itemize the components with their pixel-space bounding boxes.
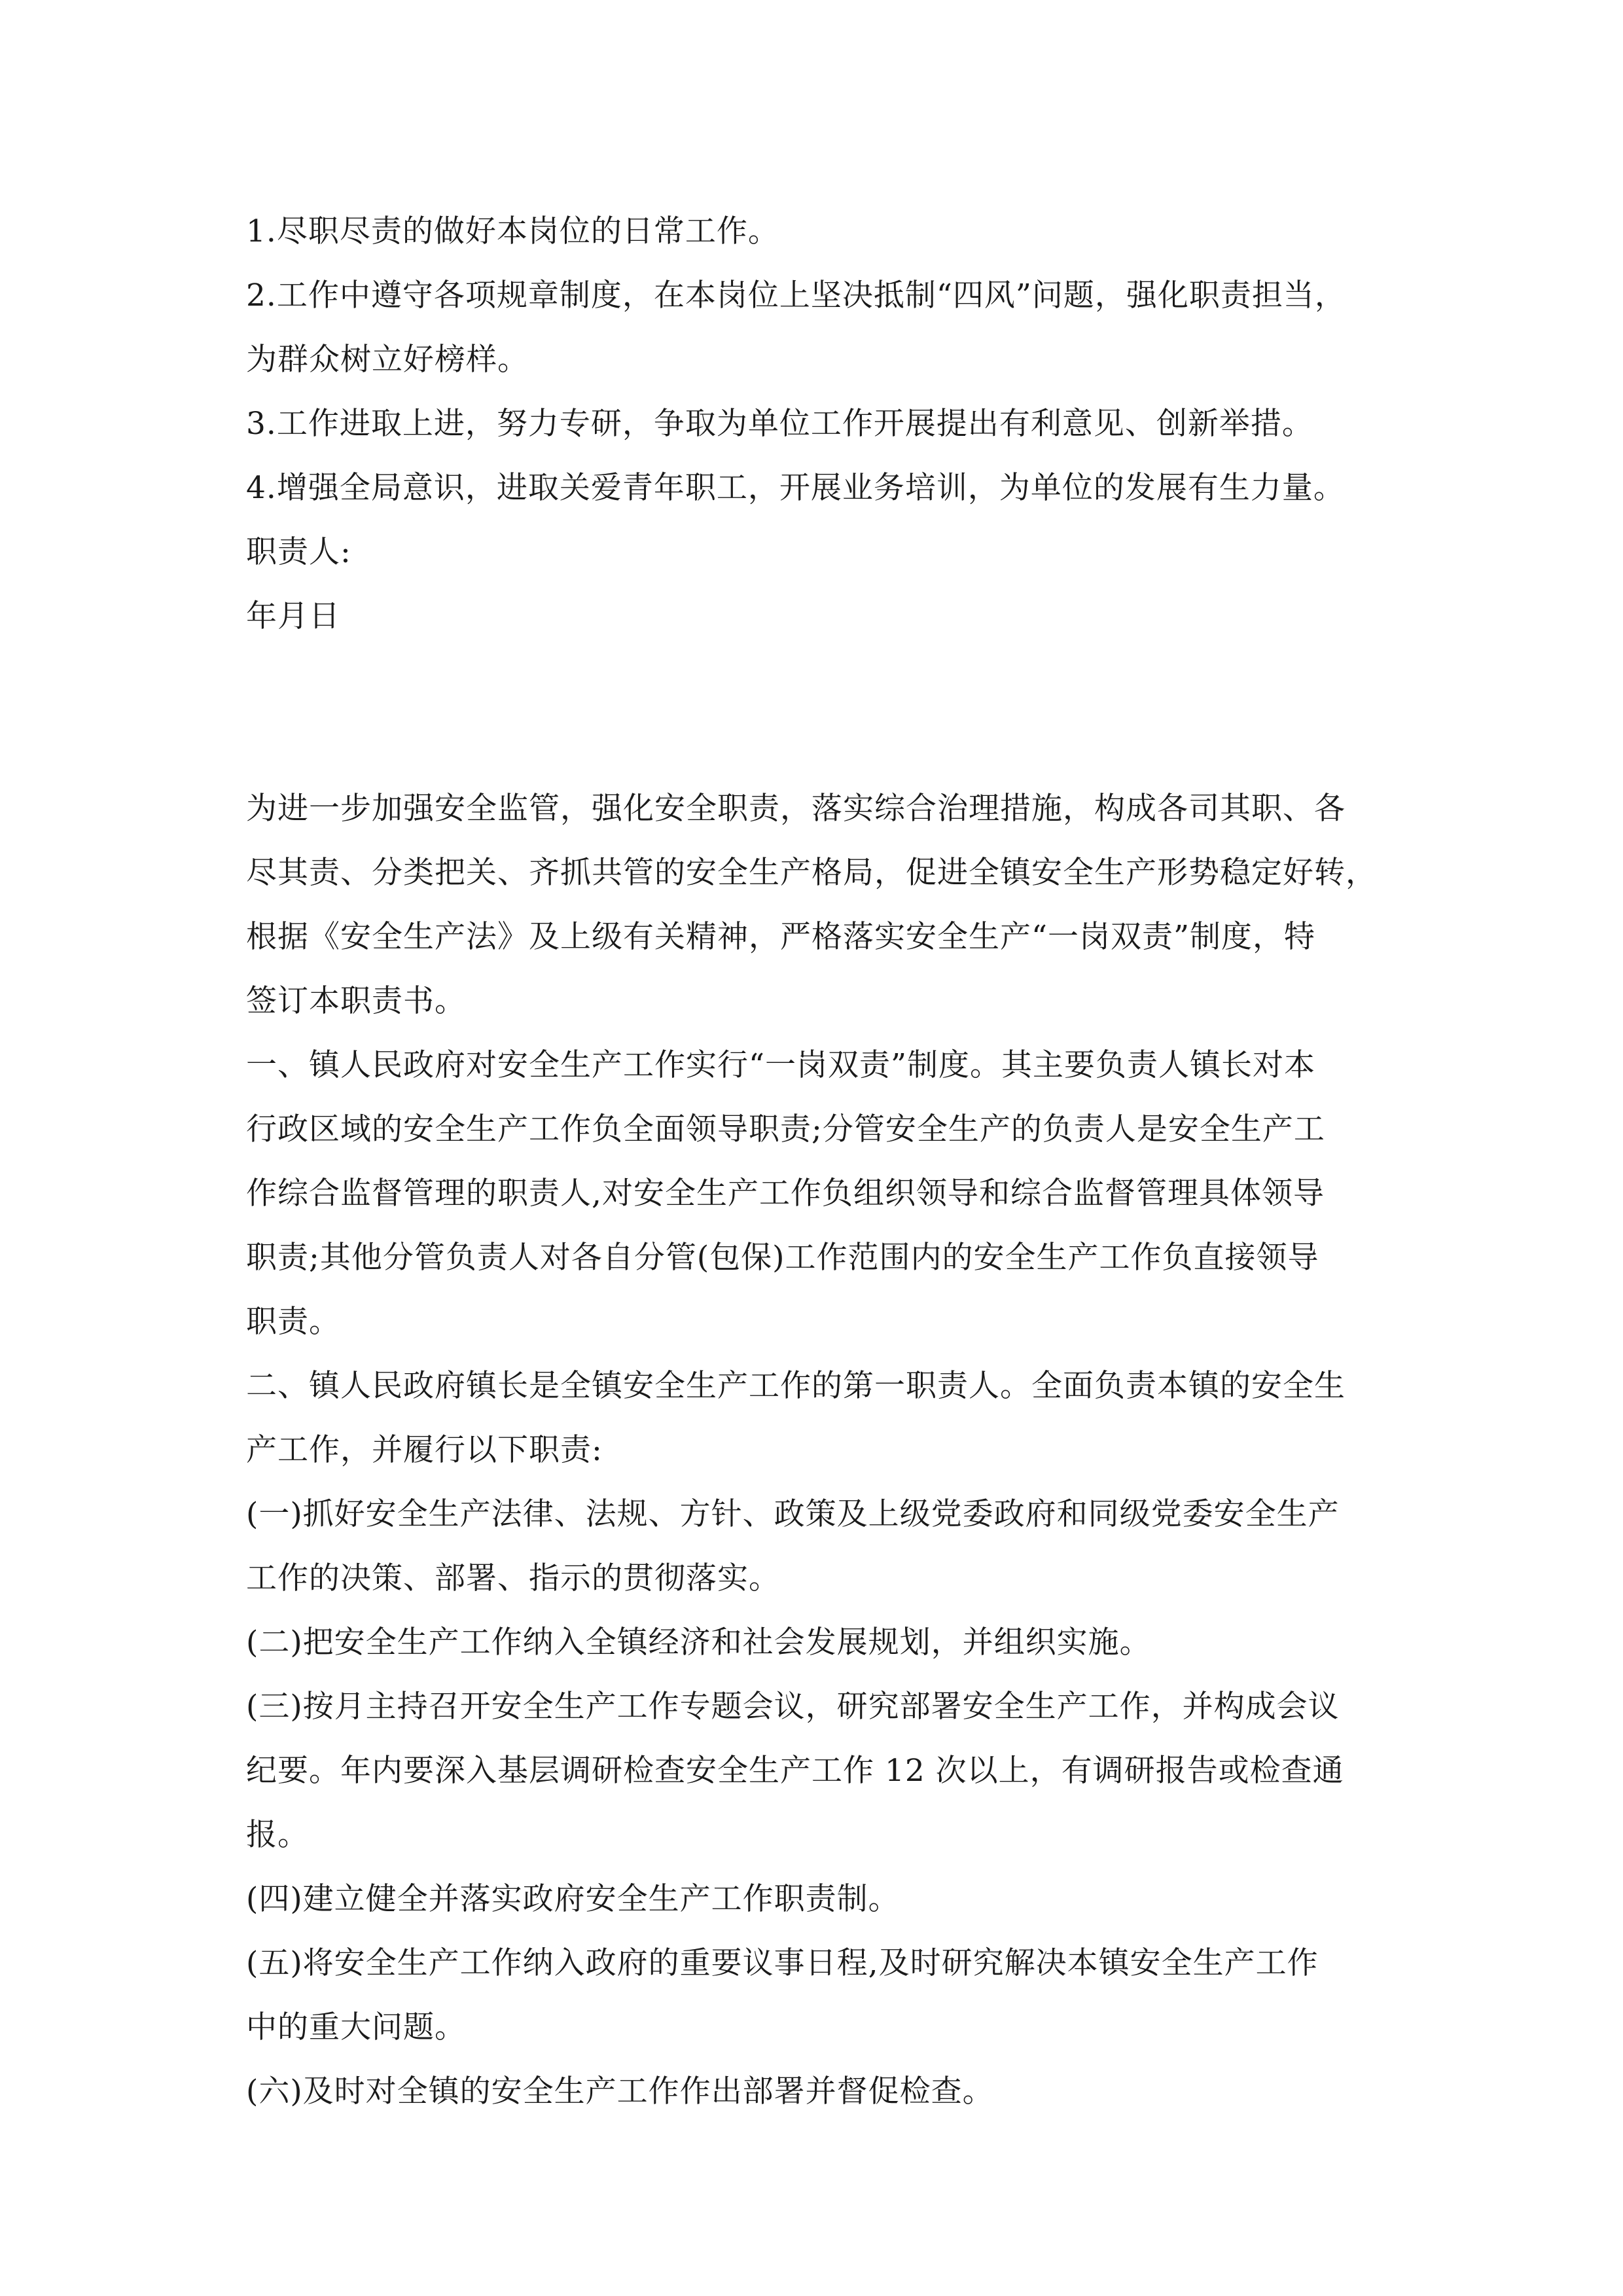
paragraph-line: (四)建立健全并落实政府安全生产工作职责制。 bbox=[246, 1881, 900, 1917]
paragraph-line: (一)抓好安全生产法律、法规、方针、政策及上级党委政府和同级党委安全生产 bbox=[246, 1496, 1340, 1532]
section-gap bbox=[246, 649, 1385, 777]
paragraph-line: 4.增强全局意识，进取关爱青年职工，开展业务培训，为单位的发展有生力量。 bbox=[246, 470, 1345, 506]
paragraph-line: 1.尽职尽责的做好本岗位的日常工作。 bbox=[246, 213, 779, 249]
paragraph-line: 行政区域的安全生产工作负全面领导职责;分管安全生产的负责人是安全生产工 bbox=[246, 1111, 1325, 1147]
section-safety-agreement bbox=[246, 777, 1385, 2124]
paragraph-line: 为进一步加强安全监管，强化安全职责，落实综合治理措施，构成各司其职、各 bbox=[246, 791, 1346, 827]
paragraph-line: 职责。 bbox=[246, 1304, 340, 1340]
paragraph-line: 作综合监督管理的职责人,对安全生产工作负组织领导和综合监督管理具体领导 bbox=[246, 1175, 1325, 1211]
paragraph-line: 二、镇人民政府镇长是全镇安全生产工作的第一职责人。全面负责本镇的安全生 bbox=[246, 1368, 1346, 1404]
paragraph-line: 职责;其他分管负责人对各自分管(包保)工作范围内的安全生产工作负直接领导 bbox=[246, 1240, 1319, 1276]
paragraph-line: 为群众树立好榜样。 bbox=[246, 342, 529, 378]
signature-label: 职责人: bbox=[246, 534, 351, 570]
date-label: 年月日 bbox=[246, 598, 340, 634]
section-responsibilities bbox=[246, 200, 1385, 649]
paragraph-line: (三)按月主持召开安全生产工作专题会议，研究部署安全生产工作，并构成会议 bbox=[246, 1689, 1340, 1725]
paragraph-line: 3.工作进取上进，努力专研，争取为单位工作开展提出有利意见、创新举措。 bbox=[246, 406, 1313, 442]
paragraph-line: 签订本职责书。 bbox=[246, 983, 466, 1019]
paragraph-line: 根据《安全生产法》及上级有关精神，严格落实安全生产“一岗双责”制度，特 bbox=[246, 919, 1316, 955]
paragraph-line: (五)将安全生产工作纳入政府的重要议事日程,及时研究解决本镇安全生产工作 bbox=[246, 1945, 1319, 1981]
paragraph-line: 产工作，并履行以下职责: bbox=[246, 1432, 603, 1468]
paragraph-line: 报。 bbox=[246, 1817, 309, 1853]
paragraph-line: (二)把安全生产工作纳入全镇经济和社会发展规划，并组织实施。 bbox=[246, 1624, 1151, 1660]
paragraph-line: 尽其责、分类把关、齐抓共管的安全生产格局，促进全镇安全生产形势稳定好转， bbox=[246, 855, 1377, 891]
document-body bbox=[246, 200, 1385, 2124]
paragraph-line: 一、镇人民政府对安全生产工作实行“一岗双责”制度。其主要负责人镇长对本 bbox=[246, 1047, 1316, 1083]
paragraph-line: 中的重大问题。 bbox=[246, 2009, 466, 2045]
paragraph-line: (六)及时对全镇的安全生产工作作出部署并督促检查。 bbox=[246, 2073, 994, 2109]
paragraph-line: 2.工作中遵守各项规章制度，在本岗位上坚决抵制“四风”问题，强化职责担当， bbox=[246, 278, 1346, 314]
paragraph-line: 工作的决策、部署、指示的贯彻落实。 bbox=[246, 1560, 780, 1596]
paragraph-line: 纪要。年内要深入基层调研检查安全生产工作 12 次以上，有调研报告或检查通 bbox=[246, 1753, 1344, 1789]
